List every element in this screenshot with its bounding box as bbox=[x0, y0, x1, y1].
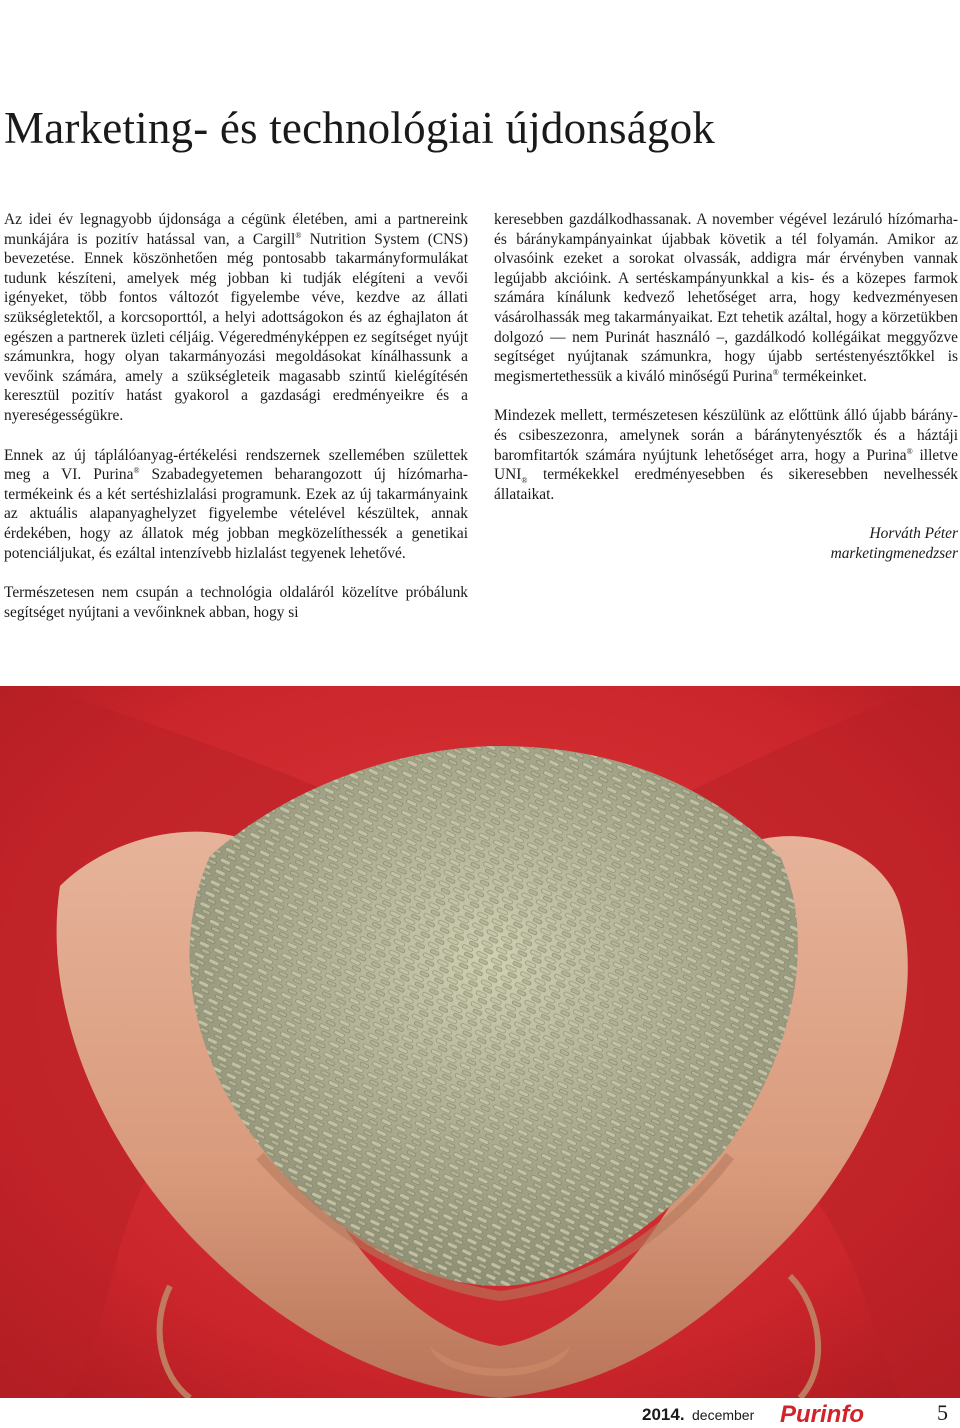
author-name: Horváth Péter bbox=[869, 525, 958, 543]
footer-month: december bbox=[692, 1407, 755, 1423]
author-role: marketingmenedzser bbox=[830, 544, 958, 562]
page-number: 5 bbox=[937, 1400, 948, 1425]
left-paragraph-2: Ennek az új táplálóanyag-értékelési rendszernek szellemében születtek meg a VI. Purina® Szabadegyetemen beharangozott új hízómarha-termékeink és a két sertéshizlalási programunk. Ezek az új takarmányaink az aktuális alapanyaghelyzet figyelembe vételével készültek, annak érdekében, hogy az állatok még jobban megközelíthessék a genetikai potenciáljukat, és ezáltal intenzívebb hizlalást tegyenek lehetővé. bbox=[4, 446, 468, 562]
signature bbox=[494, 524, 958, 563]
left-column bbox=[4, 210, 468, 622]
article-title: Marketing- és technológiai újdonságok bbox=[4, 103, 715, 153]
right-paragraph-2: Mindezek mellett, természetesen készülünk az előttünk álló újabb bárány- és csibeszezonra, amelynek során a báránytenyésztők és a háztáji baromfitartók számára nyújtunk lehetőséget arra, hogy a Purina® illetve $UNI_®$ termékekkel eredményesebben és sikeresebben nevelhessék állataikat. bbox=[494, 407, 958, 503]
right-paragraph-1: keresebben gazdálkodhassanak. A november végével lezáruló hízómarha- és báránykampányainkat újabbak követik a tél folyamán. Amikor az olvasóink ezeket a sorokat olvassák, addigra már érvényben vannak legújabb akcióink. A sertéskampányunkkal a kis- és a közepes farmok számára kínálunk kedvező lehetőséget arra, hogy kedvezményesen vásárolhassák meg takarmányaikat. Ezt tehetik azáltal, hogy a körzetükben dolgozó — nem Purinát használó –, gazdálkodó kollégáikat meggyőzve segítséget nyújtanak számunkra, hogy újabb sertéstenyésztőkkel is megismertethessük a kiváló minőségű Purina® termékeinket. bbox=[494, 211, 958, 385]
purinfo-logo bbox=[780, 1400, 890, 1426]
hands-holding-pellets-image bbox=[0, 686, 960, 1398]
footer-year: 2014. bbox=[642, 1405, 685, 1424]
feed-pellets-photo bbox=[0, 686, 960, 1398]
right-column bbox=[494, 210, 958, 564]
left-paragraph-1: Az idei év legnagyobb újdonsága a cégünk életében, ami a partnereink munkájára is pozitív hatással van, a Cargill® Nutrition System (CNS) bevezetése. Ennek köszönhetően még pontosabb takarmányformulákat tudunk készíteni, amelyek még jobban ki tudják elégíteni a vevői igényeket, több fontos változót figyelembe véve, kezdve az állati szükségletektől, a korcsoporttól, a helyi adottságokon és az éghajlaton át egészen a partnerek üzleti céljáig. Végeredményképpen ez segítséget nyújt számunkra, hogy olyan takarmányozási megoldásokat kínálhassunk a vevőink számára, amely a szükségleteik magasabb szintű kielégítésén keresztül pozitív hatást gyakorol a gazdasági eredményeikre és a nyereségességükre. bbox=[4, 211, 468, 424]
logo-text: Purinfo bbox=[780, 1401, 864, 1426]
left-paragraph-3: Természetesen nem csupán a technológia oldaláról közelítve próbálunk segítséget nyújtani a vevőinknek abban, hogy si bbox=[4, 584, 468, 621]
